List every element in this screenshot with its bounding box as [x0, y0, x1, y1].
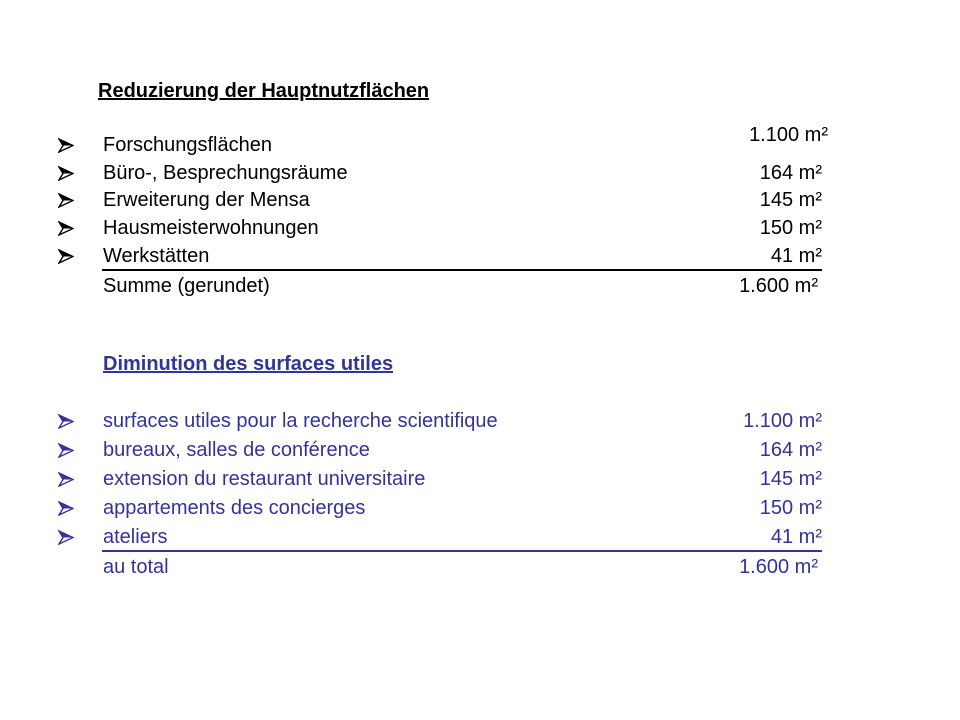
arrowhead-bullet-icon: [56, 524, 76, 550]
german-list-item: [56, 243, 832, 269]
german-item-label: Werkstätten: [103, 245, 210, 267]
german-sum-rule: [102, 269, 822, 271]
french-item-value: 150 m²: [759, 497, 822, 519]
arrowhead-bullet-icon: [56, 160, 76, 186]
french-list-item: [56, 408, 832, 434]
french-sum-rule: [102, 550, 822, 552]
french-total-value: 1.600 m²: [739, 556, 818, 578]
german-total-value: 1.600 m²: [739, 275, 818, 297]
french-item-value: 164 m²: [759, 439, 822, 461]
french-list-item: [56, 437, 832, 463]
french-item-label: extension du restaurant universitaire: [103, 468, 426, 490]
german-item-value: 41 m²: [770, 245, 822, 267]
german-item-label: Büro-, Besprechungsräume: [103, 162, 348, 184]
german-item-label: Hausmeisterwohnungen: [103, 217, 319, 239]
german-list-item: [56, 215, 832, 241]
french-list-item: [56, 524, 832, 550]
german-list-item: [56, 124, 832, 158]
french-item-label: appartements des concierges: [103, 497, 366, 519]
arrowhead-bullet-icon: [56, 243, 76, 269]
german-item-value: 1.100 m²: [749, 124, 828, 146]
french-item-value: 1.100 m²: [743, 410, 822, 432]
german-total-label: Summe (gerundet): [103, 275, 270, 297]
german-item-value: 150 m²: [759, 217, 822, 239]
arrowhead-bullet-icon: [56, 187, 76, 213]
french-item-label: bureaux, salles de conférence: [103, 439, 370, 461]
french-total-row: [56, 554, 832, 580]
french-item-label: surfaces utiles pour la recherche scientifique: [103, 410, 498, 432]
german-item-value: 164 m²: [759, 162, 822, 184]
french-section-title: Diminution des surfaces utiles: [103, 353, 394, 375]
german-section-title: Reduzierung der Hauptnutzflächen: [98, 80, 430, 102]
arrowhead-bullet-icon: [56, 132, 76, 158]
arrowhead-bullet-icon: [56, 437, 76, 463]
german-item-label: Forschungsflächen: [103, 134, 272, 156]
german-list-item: [56, 160, 832, 186]
arrowhead-bullet-icon: [56, 215, 76, 241]
french-list-item: [56, 495, 832, 521]
german-list-item: [56, 187, 832, 213]
french-item-value: 41 m²: [770, 526, 822, 548]
arrowhead-bullet-icon: [56, 408, 76, 434]
french-item-value: 145 m²: [759, 468, 822, 490]
arrowhead-bullet-icon: [56, 495, 76, 521]
arrowhead-bullet-icon: [56, 466, 76, 492]
french-total-label: au total: [103, 556, 169, 578]
german-item-label: Erweiterung der Mensa: [103, 189, 310, 211]
french-item-label: ateliers: [103, 526, 168, 548]
german-item-value: 145 m²: [759, 189, 822, 211]
german-total-row: [56, 273, 832, 299]
french-list-item: [56, 466, 832, 492]
